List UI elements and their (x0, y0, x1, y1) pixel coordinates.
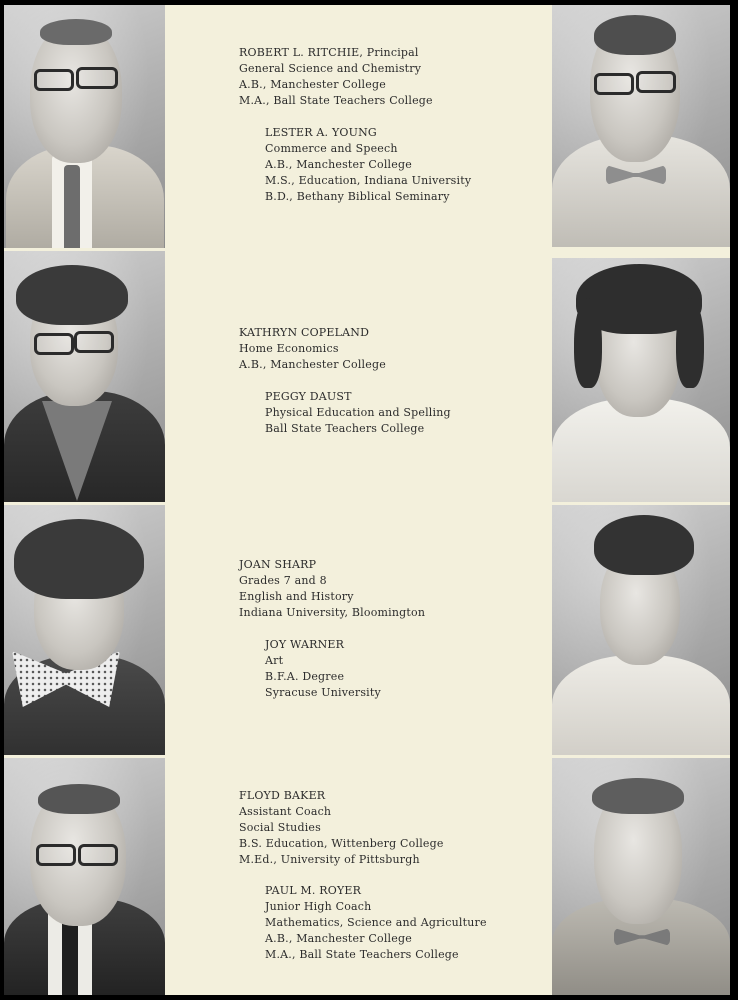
staff-detail: Junior High Coach (265, 900, 372, 913)
staff-name: ROBERT L. RITCHIE, Principal (239, 46, 419, 59)
left-photo-column (4, 5, 165, 995)
staff-detail: Grades 7 and 8 (239, 574, 327, 587)
staff-detail: Assistant Coach (239, 805, 332, 818)
staff-detail: Social Studies (239, 821, 321, 834)
yearbook-page (4, 5, 730, 995)
staff-name: PEGGY DAUST (265, 390, 352, 403)
staff-entry-joan-sharp (239, 557, 425, 621)
staff-detail: B.D., Bethany Biblical Seminary (265, 190, 450, 203)
staff-detail: Commerce and Speech (265, 142, 398, 155)
staff-detail: Indiana University, Bloomington (239, 606, 426, 619)
staff-detail: A.B., Manchester College (265, 932, 412, 945)
portrait-kathryn-copeland (4, 251, 165, 502)
staff-name: JOAN SHARP (239, 558, 317, 571)
staff-detail: A.B., Manchester College (239, 358, 386, 371)
staff-name: FLOYD BAKER (239, 789, 326, 802)
staff-detail: Ball State Teachers College (265, 422, 425, 435)
staff-detail: M.Ed., University of Pittsburgh (239, 853, 420, 866)
staff-detail: English and History (239, 590, 354, 603)
portrait-joan-sharp (4, 505, 165, 755)
staff-detail: Art (265, 654, 284, 667)
staff-detail: A.B., Manchester College (239, 78, 386, 91)
portrait-paul-royer (552, 758, 730, 995)
right-photo-column (552, 5, 730, 995)
staff-detail: M.S., Education, Indiana University (265, 174, 472, 187)
staff-name: JOY WARNER (265, 638, 345, 651)
portrait-peggy-daust (552, 258, 730, 502)
staff-name: KATHRYN COPELAND (239, 326, 370, 339)
staff-detail: B.S. Education, Wittenberg College (239, 837, 444, 850)
staff-detail: B.F.A. Degree (265, 670, 345, 683)
staff-detail: M.A., Ball State Teachers College (265, 948, 459, 961)
staff-entry-kathryn-copeland (239, 325, 386, 373)
portrait-lester-young (552, 5, 730, 247)
staff-entry-lester-young (265, 125, 471, 205)
staff-name: PAUL M. ROYER (265, 884, 362, 897)
staff-detail: Mathematics, Science and Agriculture (265, 916, 487, 929)
staff-detail: M.A., Ball State Teachers College (239, 94, 433, 107)
staff-detail: Physical Education and Spelling (265, 406, 451, 419)
portrait-floyd-baker (4, 758, 165, 995)
staff-entry-robert-ritchie (239, 45, 433, 109)
staff-entry-paul-royer (265, 883, 487, 963)
portrait-robert-ritchie (4, 5, 165, 248)
staff-entry-joy-warner (265, 637, 381, 701)
staff-detail: Home Economics (239, 342, 339, 355)
staff-name: LESTER A. YOUNG (265, 126, 377, 139)
staff-detail: General Science and Chemistry (239, 62, 422, 75)
staff-detail: A.B., Manchester College (265, 158, 412, 171)
portrait-joy-warner (552, 505, 730, 755)
staff-entry-floyd-baker (239, 788, 444, 868)
staff-entry-peggy-daust (265, 389, 451, 437)
staff-detail: Syracuse University (265, 686, 381, 699)
